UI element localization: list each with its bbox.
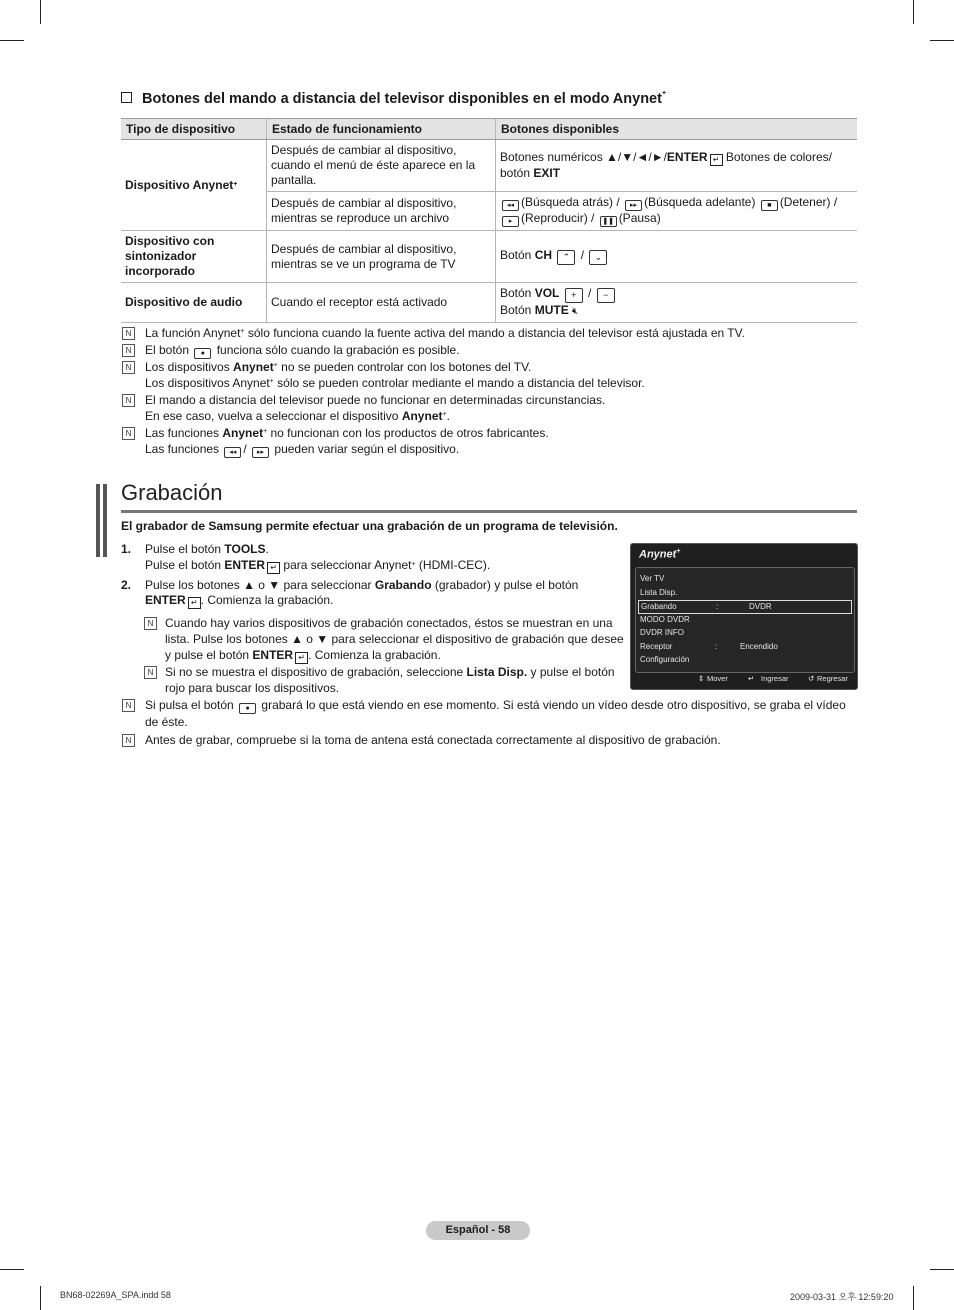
crop-mark xyxy=(40,1286,41,1310)
note-icon: N xyxy=(122,394,135,407)
note-icon: N xyxy=(122,699,135,712)
rewind-icon: ◂◂ xyxy=(502,200,519,211)
record-icon: ● xyxy=(194,348,211,359)
enter-icon: ↵ xyxy=(295,652,308,664)
stop-icon: ■ xyxy=(761,200,778,211)
crop-mark xyxy=(930,1269,954,1270)
checkbox-bullet-icon xyxy=(121,92,132,103)
osd-foot-enter: Ingresar xyxy=(761,674,789,683)
step-item: 2. Pulse los botones ▲ o ▼ para seleccionar Grabando (grabador) y pulse el botón ENTER ↵ . Comienza la grabación. xyxy=(121,577,579,607)
section-marker-bar xyxy=(103,484,107,557)
state-cell: Después de cambiar al dispositivo, mientras se reproduce un archivo xyxy=(267,192,496,231)
section-intro: El grabador de Samsung permite efectuar una grabación de un programa de televisión. xyxy=(121,519,618,533)
osd-menu-item-receptor[interactable]: Receptor : Encendido xyxy=(640,642,778,651)
enter-icon: ↵ xyxy=(748,674,755,683)
mute-icon: 🔇︎ xyxy=(572,306,579,317)
crop-mark xyxy=(40,0,41,24)
channel-down-icon: ⌄ xyxy=(589,250,607,265)
fast-forward-icon: ▸▸ xyxy=(252,447,269,458)
volume-down-icon: − xyxy=(597,288,615,303)
crop-mark xyxy=(930,40,954,41)
column-header: Estado de funcionamiento xyxy=(267,119,496,140)
volume-up-icon: + xyxy=(565,288,583,303)
rewind-icon: ◂◂ xyxy=(224,447,241,458)
table-row xyxy=(121,231,857,283)
device-cell: Dispositivo con sintonizador incorporado xyxy=(121,231,267,283)
note-item: N Los dispositivos Anynet+ no se pueden controlar con los botones del TV. Los dispositivos Anynet+ sólo se pueden controlar mediante el mando a distancia del televisor. xyxy=(121,359,861,392)
enter-icon: ↵ xyxy=(188,597,201,609)
print-date-info: 2009-03-31 오후 12:59:20 xyxy=(790,1292,894,1302)
return-icon: ↺ xyxy=(808,674,815,683)
column-header: Botones disponibles xyxy=(496,119,858,140)
crop-mark xyxy=(913,1286,914,1310)
note-icon: N xyxy=(122,427,135,440)
step-subnotes xyxy=(143,615,633,696)
print-file-info: BN68-02269A_SPA.indd 58 xyxy=(60,1290,171,1300)
osd-menu-item-dvdr-info[interactable]: DVDR INFO xyxy=(640,628,684,637)
notes-list xyxy=(121,697,861,748)
device-buttons-table xyxy=(121,118,857,323)
page-number: Español - 58 xyxy=(426,1221,530,1240)
device-cell: Dispositivo Anynet+ xyxy=(121,140,267,231)
section-marker-bar xyxy=(96,484,100,557)
osd-foot-move: Mover xyxy=(707,674,728,683)
table-header-row xyxy=(121,119,857,140)
pause-icon: ❚❚ xyxy=(600,216,617,227)
buttons-cell: ◂◂ (Búsqueda atrás) / ▸▸ (Búsqueda adelante) ■ (Detener) / ▸ (Reproducir) / ❚❚ (Pausa) xyxy=(496,192,858,231)
state-cell: Cuando el receptor está activado xyxy=(267,283,496,323)
play-icon: ▸ xyxy=(502,216,519,227)
note-item: N Las funciones Anynet+ no funcionan con los productos de otros fabricantes. Las funciones ◂◂ / ▸▸ pueden variar según el dispositivo. xyxy=(121,425,861,459)
enter-icon: ↵ xyxy=(267,562,280,574)
osd-footer xyxy=(631,674,857,686)
fast-forward-icon: ▸▸ xyxy=(625,200,642,211)
note-icon: N xyxy=(122,344,135,357)
steps-list xyxy=(121,542,631,613)
note-icon: N xyxy=(122,361,135,374)
channel-up-icon: ⌃ xyxy=(557,250,575,265)
buttons-cell: Botones numéricos ▲/▼/◄/►/ENTER ↵ Botones de colores/ botón EXIT xyxy=(496,140,858,192)
osd-menu-item-lista-disp[interactable]: Lista Disp. xyxy=(640,588,678,597)
note-item: N El botón ● funciona sólo cuando la grabación es posible. xyxy=(121,342,861,359)
state-cell: Después de cambiar al dispositivo, cuando el menú de éste aparece en la pantalla. xyxy=(267,140,496,192)
record-icon: ● xyxy=(239,703,256,714)
osd-foot-return: Regresar xyxy=(817,674,848,683)
buttons-cell: Botón VOL + / − Botón MUTE 🔇︎ xyxy=(496,283,858,323)
osd-menu-item-grabando[interactable]: Grabando : DVDR xyxy=(638,600,852,614)
osd-menu-item-modo-dvdr[interactable]: MODO DVDR xyxy=(640,615,690,624)
anynet-logo: Anynet+ xyxy=(639,548,681,561)
notes-list xyxy=(121,325,861,458)
enter-icon: ↵ xyxy=(710,154,723,166)
crop-mark xyxy=(0,1269,24,1270)
buttons-cell: Botón CH ⌃ / ⌄ xyxy=(496,231,858,283)
note-icon: N xyxy=(122,327,135,340)
note-item: N Cuando hay varios dispositivos de grabación conectados, éstos se muestran en una lista. Pulse los botones ▲ o ▼ para seleccionar el dispositivo de grabación que desee y pulse el botón ENTER ↵ . Comienza la grabación. xyxy=(143,615,633,664)
page-title: Grabación xyxy=(121,480,223,505)
state-cell: Después de cambiar al dispositivo, mientras se ve un programa de TV xyxy=(267,231,496,283)
anynet-osd-menu xyxy=(630,543,858,690)
note-item: N El mando a distancia del televisor puede no funcionar en determinadas circunstancias. En ese caso, vuelva a seleccionar el dispositivo Anynet+. xyxy=(121,392,861,425)
step-item: 1. Pulse el botón TOOLS. Pulse el botón ENTER ↵ para seleccionar Anynet+ (HDMI-CEC). xyxy=(121,542,491,572)
table-row xyxy=(121,140,857,192)
title-underline xyxy=(121,510,857,513)
note-icon: N xyxy=(122,734,135,747)
note-item: N La función Anynet+ sólo funciona cuando la fuente activa del mando a distancia del televisor está ajustada en TV. xyxy=(121,325,861,342)
crop-mark xyxy=(913,0,914,24)
osd-menu-panel xyxy=(635,567,855,673)
device-cell: Dispositivo de audio xyxy=(121,283,267,323)
note-icon: N xyxy=(144,666,157,679)
note-item: N Antes de grabar, compruebe si la toma de antena está conectada correctamente al dispositivo de grabación. xyxy=(121,732,861,748)
note-icon: N xyxy=(144,617,157,630)
move-arrows-icon: ⇕ xyxy=(698,674,705,683)
table-row xyxy=(121,283,857,323)
osd-menu-item-ver-tv[interactable]: Ver TV xyxy=(640,574,665,583)
crop-mark xyxy=(0,40,24,41)
note-item: N Si pulsa el botón ● grabará lo que está viendo en ese momento. Si está viendo un vídeo desde otro dispositivo, se graba el vídeo de éste. xyxy=(121,697,861,730)
osd-menu-item-configuracion[interactable]: Configuración xyxy=(640,655,690,664)
column-header: Tipo de dispositivo xyxy=(121,119,267,140)
section-heading: Botones del mando a distancia del televisor disponibles en el modo Anynet+ xyxy=(121,91,861,107)
note-item: N Si no se muestra el dispositivo de grabación, seleccione Lista Disp. y pulse el botón rojo para buscar los dispositivos. xyxy=(143,664,633,696)
